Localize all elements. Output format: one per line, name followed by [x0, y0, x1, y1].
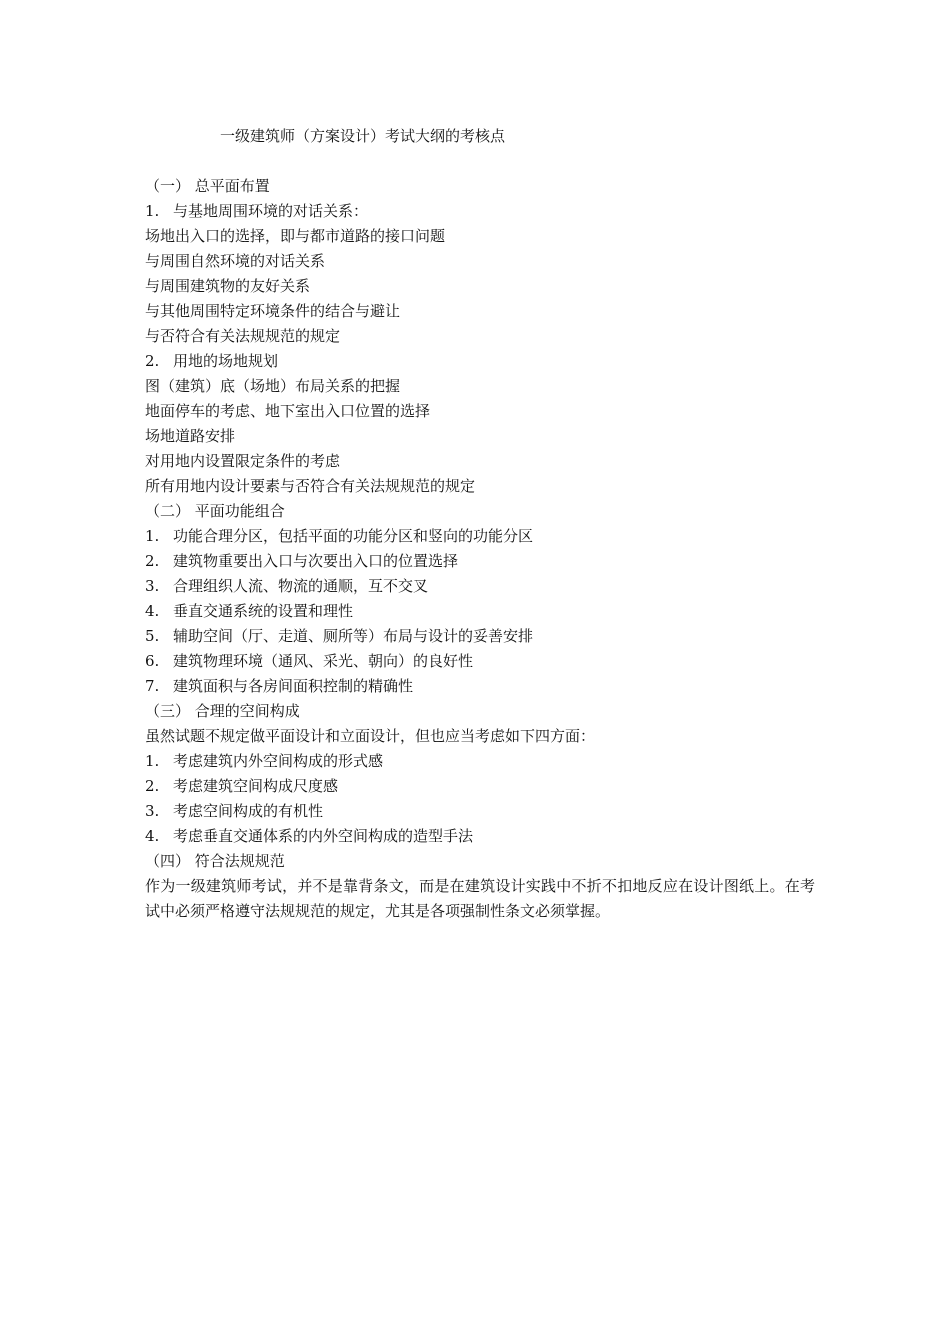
item-text: 考虑空间构成的有机性 [173, 802, 324, 820]
list-item [145, 649, 815, 674]
item-number: 4. [145, 827, 160, 845]
item-number: 3. [145, 802, 160, 820]
list-item [145, 424, 815, 449]
section-heading: （二） 平面功能组合 [145, 502, 285, 520]
item-text: 垂直交通系统的设置和理性 [173, 602, 354, 620]
section-3 [145, 699, 815, 849]
item-text: 与周围自然环境的对话关系 [145, 252, 326, 270]
list-item [145, 199, 815, 224]
item-text: 功能合理分区，包括平面的功能分区和竖向的功能分区 [173, 527, 534, 545]
list-item [145, 749, 815, 774]
item-number: 1. [145, 752, 160, 770]
item-text: 与基地周围环境的对话关系： [173, 202, 369, 220]
list-item [145, 574, 815, 599]
item-text: 合理组织人流、物流的通顺，互不交叉 [173, 577, 429, 595]
list-item [145, 449, 815, 474]
item-text: 辅助空间（厅、走道、厕所等）布局与设计的妥善安排 [173, 627, 534, 645]
list-item [145, 299, 815, 324]
item-number: 2. [145, 552, 160, 570]
item-text: 场地道路安排 [145, 427, 236, 445]
item-text: 场地出入口的选择，即与都市道路的接口问题 [145, 227, 446, 245]
section-heading: （四） 符合法规规范 [145, 852, 285, 870]
item-number: 2. [145, 777, 160, 795]
list-item [145, 774, 815, 799]
list-item [145, 674, 815, 699]
item-text: 虽然试题不规定做平面设计和立面设计，但也应当考虑如下四方面： [145, 727, 596, 745]
item-text: 与否符合有关法规规范的规定 [145, 327, 341, 345]
list-item [145, 549, 815, 574]
item-number: 5. [145, 627, 160, 645]
section-4 [145, 849, 815, 924]
list-item [145, 274, 815, 299]
section-1 [145, 174, 815, 499]
item-text: 用地的场地规划 [173, 352, 279, 370]
document-body [145, 174, 815, 924]
item-text: 图（建筑）底（场地）布局关系的把握 [145, 377, 401, 395]
list-item [145, 399, 815, 424]
list-item [145, 374, 815, 399]
list-item [145, 349, 815, 374]
item-number: 6. [145, 652, 160, 670]
item-text: 建筑物理环境（通风、采光、朝向）的良好性 [173, 652, 474, 670]
list-item [145, 224, 815, 249]
item-text: 建筑物重要出入口与次要出入口的位置选择 [173, 552, 459, 570]
section-heading: （一） 总平面布置 [145, 177, 270, 195]
item-number: 1. [145, 527, 160, 545]
item-number: 1. [145, 202, 160, 220]
section-heading: （三） 合理的空间构成 [145, 702, 300, 720]
list-item [145, 724, 815, 749]
section-paragraph: 作为一级建筑师考试，并不是靠背条文，而是在建筑设计实践中不折不扣地反应在设计图纸上。在考试中必须严格遵守法规规范的规定，尤其是各项强制性条文必须掌握。 [145, 877, 815, 920]
item-text: 与其他周围特定环境条件的结合与避让 [145, 302, 401, 320]
item-text: 与周围建筑物的友好关系 [145, 277, 311, 295]
item-text: 考虑垂直交通体系的内外空间构成的造型手法 [173, 827, 474, 845]
list-item [145, 474, 815, 499]
item-text: 考虑建筑空间构成尺度感 [173, 777, 339, 795]
item-text: 对用地内设置限定条件的考虑 [145, 452, 341, 470]
item-text: 地面停车的考虑、地下室出入口位置的选择 [145, 402, 431, 420]
list-item [145, 824, 815, 849]
item-number: 3. [145, 577, 160, 595]
section-2 [145, 499, 815, 699]
list-item [145, 799, 815, 824]
list-item [145, 324, 815, 349]
item-number: 4. [145, 602, 160, 620]
list-item [145, 524, 815, 549]
list-item [145, 624, 815, 649]
item-number: 7. [145, 677, 160, 695]
document-title: 一级建筑师（方案设计）考试大纲的考核点 [220, 127, 506, 145]
list-item [145, 599, 815, 624]
item-text: 所有用地内设计要素与否符合有关法规规范的规定 [145, 477, 476, 495]
item-text: 建筑面积与各房间面积控制的精确性 [173, 677, 414, 695]
item-number: 2. [145, 352, 160, 370]
list-item [145, 249, 815, 274]
item-text: 考虑建筑内外空间构成的形式感 [173, 752, 384, 770]
